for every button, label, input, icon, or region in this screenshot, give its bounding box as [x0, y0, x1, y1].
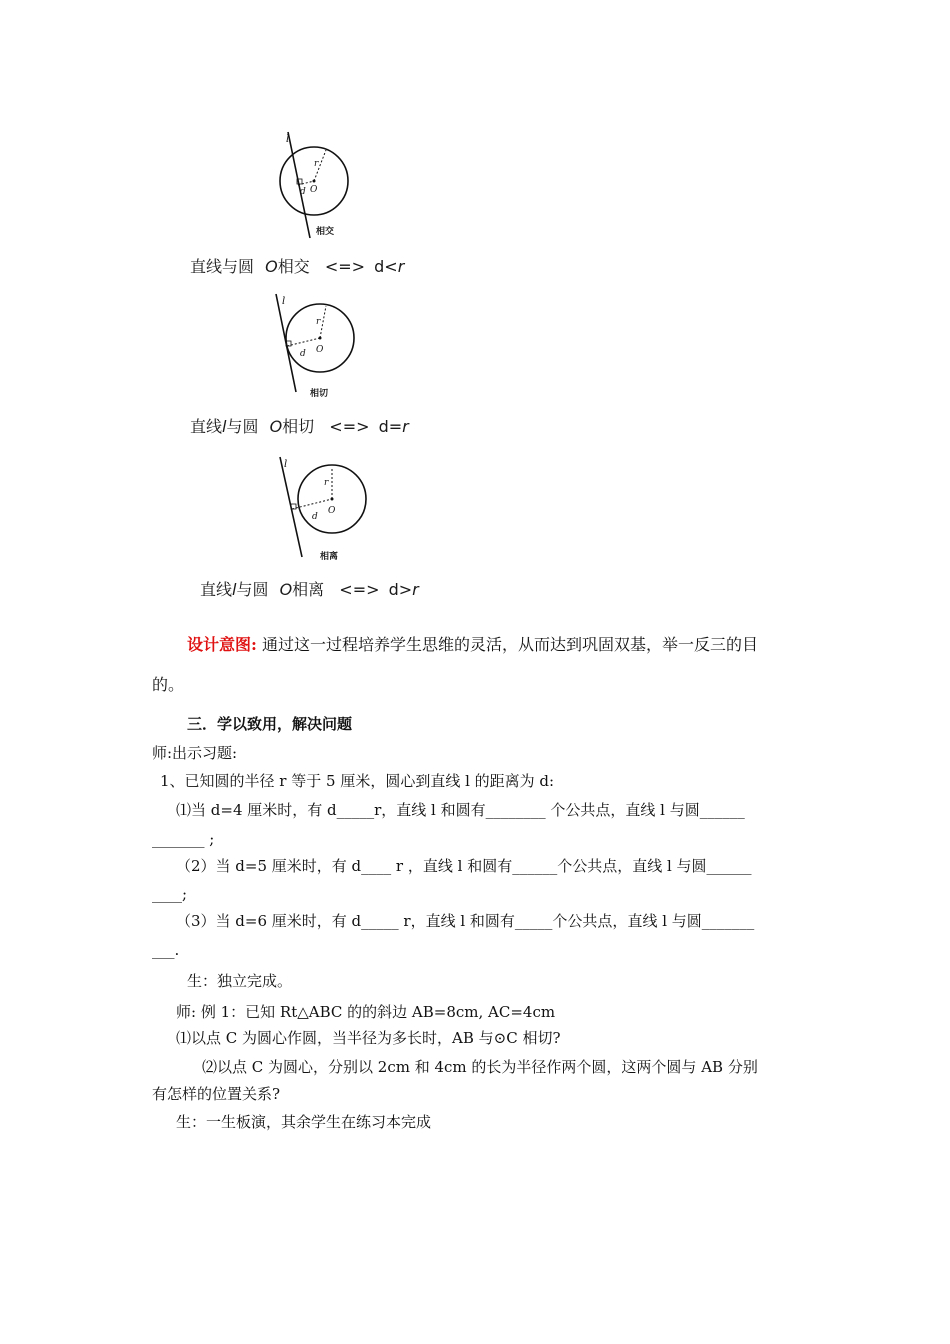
student-response-2: 生：一生板演，其余学生在练习本完成 [176, 1113, 432, 1131]
teacher-show: 师:出示习题: [152, 744, 238, 762]
example-q2: ⑵以点 C 为圆心，分别以 2cm 和 4cm 的长为半径作两个圆，这两个圆与 AB 分别 [202, 1058, 758, 1076]
problem1-intro: 1、已知圆的半径 r 等于 5 厘米，圆心到直线 l 的距离为 d: [160, 772, 555, 790]
caption-separate: 直线l与圆 O相离 <=> d>r [200, 580, 419, 599]
svg-text:d: d [300, 349, 306, 359]
svg-text:l: l [284, 459, 288, 470]
svg-text:l: l [282, 296, 286, 307]
design-intent-label: 设计意图: [187, 635, 257, 654]
example-intro: 师: 例 1：已知 Rt△ABC 的的斜边 AB=8cm, AC=4cm [176, 1003, 556, 1021]
problem1-q2-cont: ____; [152, 885, 188, 903]
svg-text:d: d [300, 187, 306, 197]
svg-text:O: O [328, 506, 336, 516]
problem1-q3-cont: ___. [152, 941, 180, 959]
figure-tangent [272, 290, 367, 402]
figure-label: 相离 [320, 552, 339, 562]
svg-text:r: r [316, 317, 321, 327]
section-heading: 三．学以致用，解决问题 [187, 715, 353, 733]
svg-text:l: l [286, 134, 290, 145]
problem1-q2: （2）当 d=5 厘米时，有 d____ r ，直线 l 和圆有______个公共点，直线 l 与圆______ [176, 857, 752, 875]
caption-tangent: 直线l与圆 O相切 <=> d=r [190, 417, 409, 436]
example-q1: ⑴以点 C 为圆心作圆，当半径为多长时，AB 与⊙C 相切? [176, 1029, 561, 1047]
caption-intersect: 直线与圆 O相交 <=> d<r [190, 257, 405, 276]
svg-text:O: O [310, 185, 318, 195]
svg-text:d: d [312, 512, 318, 522]
design-intent [187, 634, 758, 656]
svg-text:O: O [316, 345, 324, 355]
svg-text:r: r [324, 478, 329, 488]
figure-label: 相交 [316, 227, 335, 237]
student-response-1: 生：独立完成。 [187, 972, 293, 990]
design-intent-cont: 的。 [152, 675, 185, 694]
figure-intersect [272, 128, 362, 240]
figure-separate [272, 453, 372, 565]
design-intent-text: 通过这一过程培养学生思维的灵活，从而达到巩固双基，举一反三的目 [262, 635, 759, 654]
svg-text:r: r [314, 159, 319, 169]
problem1-q1: ⑴当 d=4 厘米时，有 d_____r，直线 l 和圆有________ 个公共点，直线 l 与圆______ [176, 801, 745, 819]
figure-label: 相切 [310, 389, 329, 399]
problem1-q1-cont: _______ ; [152, 830, 215, 848]
example-q2-cont: 有怎样的位置关系? [152, 1085, 281, 1103]
problem1-q3: （3）当 d=6 厘米时，有 d_____ r，直线 l 和圆有_____个公共点，直线 l 与圆_______ [176, 912, 755, 930]
